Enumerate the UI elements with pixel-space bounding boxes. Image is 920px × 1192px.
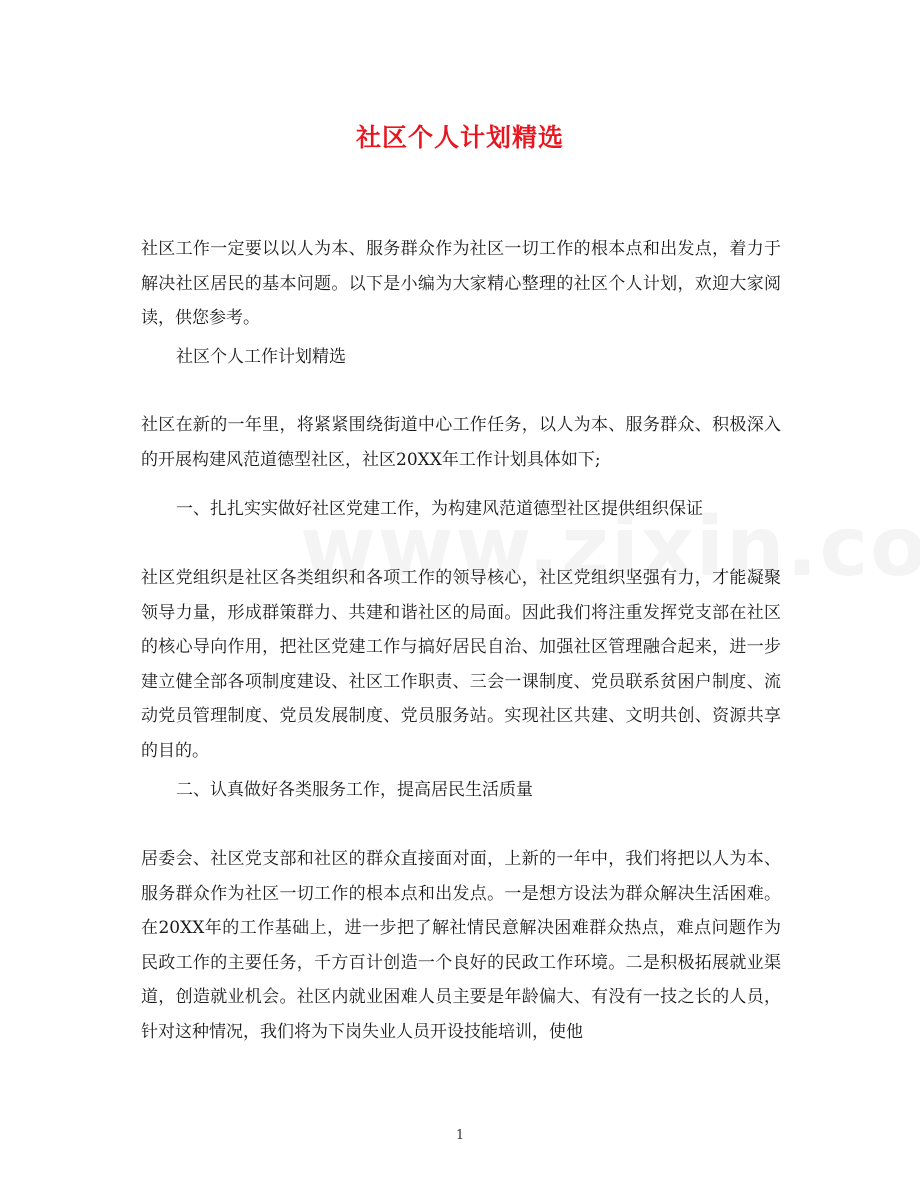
page-number: 1 bbox=[455, 1128, 465, 1143]
paragraph-1: 社区在新的一年里，将紧紧围绕街道中心工作任务，以人为本、服务群众、积极深入的开展构建风范道德型社区，社区20XX年工作计划具体如下; bbox=[141, 415, 781, 470]
paragraph-2: 社区党组织是社区各类组织和各项工作的领导核心，社区党组织坚强有力，才能凝聚领导力量，形成群策群力、共建和谐社区的局面。因此我们将注重发挥党支部在社区的核心导向作用，把社区党建工作与搞好居民自治、加强社区管理融合起来，进一步建立健全部各项制度建设、社区工作职责、三会一课制度、党员联系贫困户制度、流动党员管理制度、党员发展制度、党员服务站。实现社区共建、文明共创、资源共享的目的。 bbox=[141, 568, 781, 761]
section-2-heading: 二、认真做好各类服务工作，提高居民生活质量 bbox=[176, 780, 533, 800]
section-1-heading: 一、扎扎实实做好社区党建工作，为构建风范道德型社区提供组织保证 bbox=[176, 499, 703, 519]
intro-paragraph: 社区工作一定要以以人为本、服务群众作为社区一切工作的根本点和出发点，着力于解决社区居民的基本问题。以下是小编为大家精心整理的社区个人计划，欢迎大家阅读，供您参考。 bbox=[141, 239, 781, 328]
document-title: 社区个人计划精选 bbox=[355, 123, 564, 152]
paragraph-3: 居委会、社区党支部和社区的群众直接面对面，上新的一年中，我们将把以人为本、服务群众作为社区一切工作的根本点和出发点。一是想方设法为群众解决生活困难。在20XX年的工作基础上，进一步把了解社情民意解决困难群众热点，难点问题作为民政工作的主要任务，千方百计创造一个良好的民政工作环境。二是积极拓展就业渠道，创造就业机会。社区内就业困难人员主要是年龄偏大、有没有一技之长的人员，针对这种情况，我们将为下岗失业人员开设技能培训，使他 bbox=[141, 849, 781, 1042]
subtitle: 社区个人工作计划精选 bbox=[176, 347, 346, 367]
